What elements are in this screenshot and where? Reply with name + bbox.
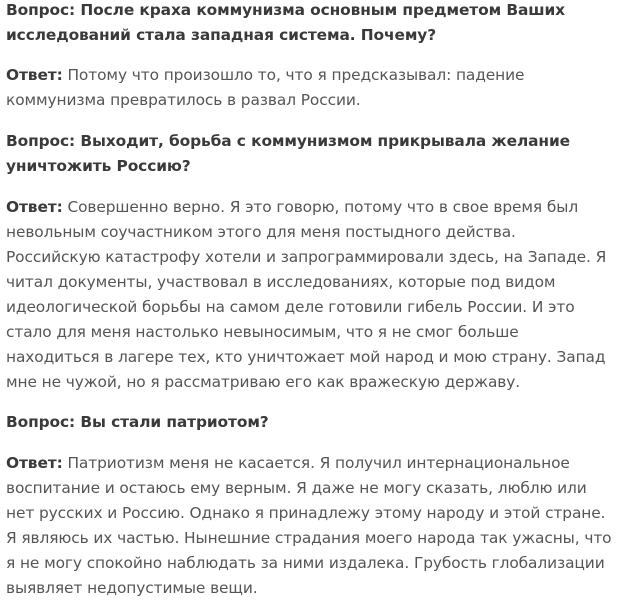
answer-2 (6, 195, 614, 395)
answer-3 (6, 451, 614, 601)
answer-1 (6, 63, 614, 113)
answer-text: Патриотизм меня не касается. Я получил интернациональное воспитание и остаюсь ему верным. Я даже не могу сказать, люблю или нет русских и Россию. Однако я принадлежу этому народу и этой стране. Я являюсь их частью. Нынешние страдания моего народа так ужасны, что я не могу спокойно наблюдать за ними издалека. Грубость глобализации выявляет недопустимые вещи. (6, 454, 612, 597)
answer-text: Совершенно верно. Я это говорю, потому что в свое время был невольным соучастником этого для меня постыдного действа. Российскую катастрофу хотели и запрограммировали здесь, на Западе. Я читал документы, участвовал в исследованиях, которые под видом идеологической борьбы на самом деле готовили гибель России. И это стало для меня настолько невыносимым, что я не смог больше находиться в лагере тех, кто уничтожает мой народ и мою страну. Запад мне не чужой, но я рассматриваю его как вражескую державу. (6, 198, 607, 391)
question-2: Вопрос: Выходит, борьба с коммунизмом прикрывала желание уничтожить Россию? (6, 132, 570, 175)
answer-label: Ответ: (6, 198, 63, 216)
answer-label: Ответ: (6, 66, 63, 84)
answer-text: Потому что произошло то, что я предсказывал: падение коммунизма превратилось в развал России. (6, 66, 525, 109)
question-3: Вопрос: Вы стали патриотом? (6, 413, 269, 431)
question-1: Вопрос: После краха коммунизма основным предметом Ваших исследований стала западная система. Почему? (6, 1, 566, 44)
answer-label: Ответ: (6, 454, 63, 472)
